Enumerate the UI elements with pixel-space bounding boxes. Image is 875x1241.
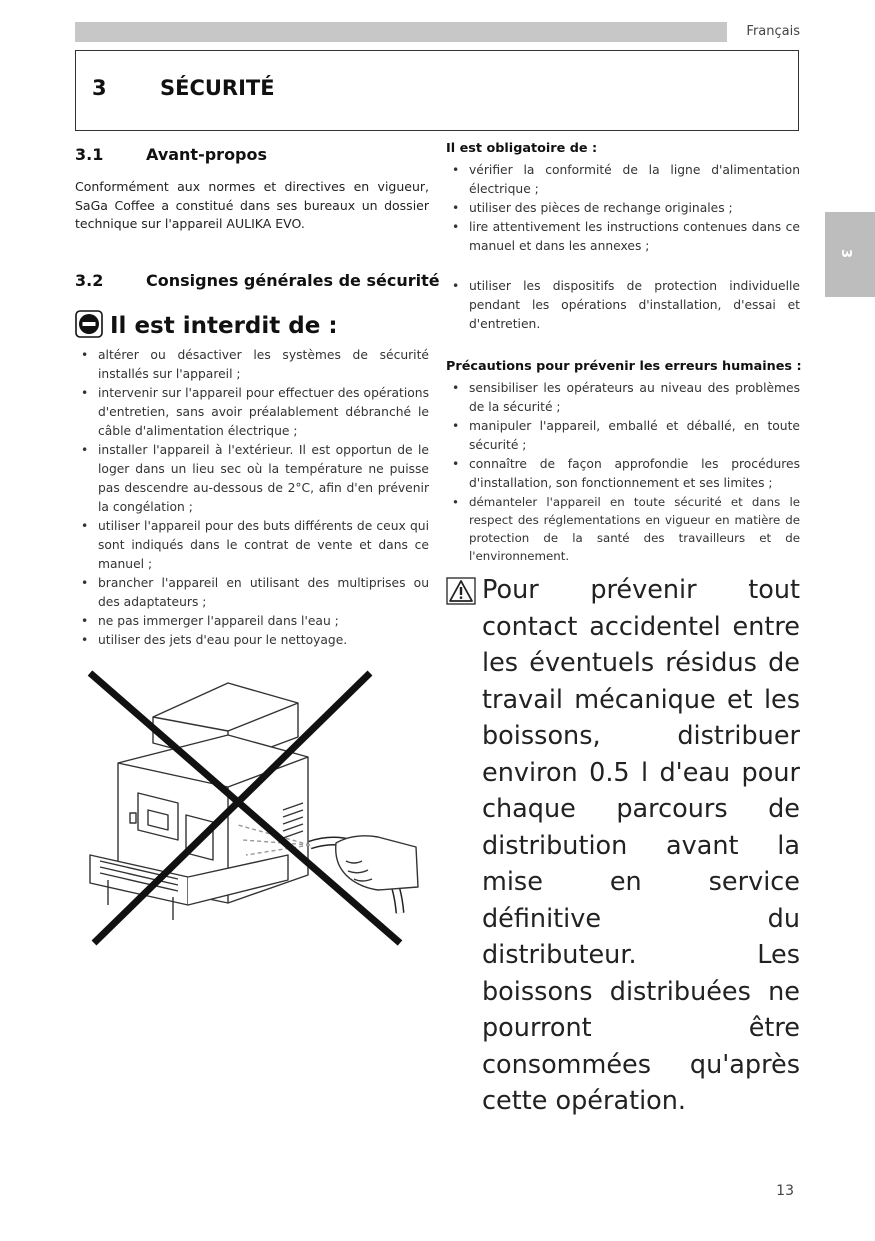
warning-triangle-icon	[446, 577, 476, 609]
section-title: Avant-propos	[146, 145, 268, 164]
section-number: 3.1	[75, 145, 104, 164]
section-title: Consignes générales de sécurité	[146, 271, 440, 290]
precautions-list	[446, 379, 800, 565]
list-item: • utiliser des jets d'eau pour le nettoyage.	[75, 631, 429, 650]
list-item: • brancher l'appareil en utilisant des multiprises ou des adaptateurs ;	[75, 574, 429, 612]
list-item: • manipuler l'appareil, emballé et déballé, en toute sécurité ;	[446, 417, 800, 455]
precautions-heading: Précautions pour prévenir les erreurs humaines :	[446, 359, 802, 374]
chapter-title: SÉCURITÉ	[160, 76, 275, 100]
warning-text: Pour prévenir tout contact accidentel entre les éventuels résidus de travail mécanique et les boissons, distribuer environ 0.5 l d'eau pour chaque parcours de distribution avant la mise en service définitive du distributeur. Les boissons distribuées ne pourront être consommées qu'après cette opération.	[482, 575, 800, 1116]
list-item: • installer l'appareil à l'extérieur. Il est opportun de le loger dans un lieu sec où la température ne puisse pas descendre au-dessous de 2°C, afin d'en prévenir la congélation ;	[75, 441, 429, 517]
mandatory-heading: Il est obligatoire de :	[446, 141, 598, 156]
no-water-jet-cleaning-illustration	[78, 665, 423, 954]
list-item: • intervenir sur l'appareil pour effectuer des opérations d'entretien, sans avoir préalablement débranché le câble d'alimentation électrique ;	[75, 384, 429, 441]
list-item: • démanteler l'appareil en toute sécurité et dans le respect des réglementations en vigueur en matière de protection de la santé des travailleurs et de l'environnement.	[446, 493, 800, 565]
chapter-number: 3	[92, 76, 107, 100]
language-label: Français	[746, 24, 800, 39]
list-item: • ne pas immerger l'appareil dans l'eau ;	[75, 612, 429, 631]
header-bar	[75, 22, 727, 42]
list-item: • utiliser les dispositifs de protection individuelle pendant les opérations d'installation, d'essai et d'entretien.	[446, 277, 800, 334]
list-item: • lire attentivement les instructions contenues dans ce manuel et dans les annexes ;	[446, 218, 800, 256]
chapter-side-tab	[825, 212, 875, 297]
list-item: • altérer ou désactiver les systèmes de sécurité installés sur l'appareil ;	[75, 346, 429, 384]
list-item: • vérifier la conformité de la ligne d'alimentation électrique ;	[446, 161, 800, 199]
list-item: • utiliser des pièces de rechange originales ;	[446, 199, 800, 218]
mandatory-list	[446, 161, 800, 256]
warning-block	[446, 572, 800, 1120]
list-item: • utiliser l'appareil pour des buts différents de ceux qui sont indiqués dans le contrat de vente et dans ce manuel ;	[75, 517, 429, 574]
forbidden-heading	[75, 310, 338, 342]
section-paragraph: Conformément aux normes et directives en vigueur, SaGa Coffee a constitué dans ses bureaux un dossier technique sur l'appareil AULIKA EVO.	[75, 179, 429, 231]
forbidden-list	[75, 346, 429, 650]
side-tab-label: 3	[838, 248, 854, 259]
list-item: • connaître de façon approfondie les procédures d'installation, son fonctionnement et ses limites ;	[446, 455, 800, 493]
forbidden-title: Il est interdit de :	[110, 313, 338, 339]
list-item: • sensibiliser les opérateurs au niveau des problèmes de la sécurité ;	[446, 379, 800, 417]
page-number: 13	[776, 1183, 794, 1199]
section-number: 3.2	[75, 271, 104, 290]
no-entry-icon	[75, 310, 103, 342]
mandatory-list	[446, 277, 800, 334]
